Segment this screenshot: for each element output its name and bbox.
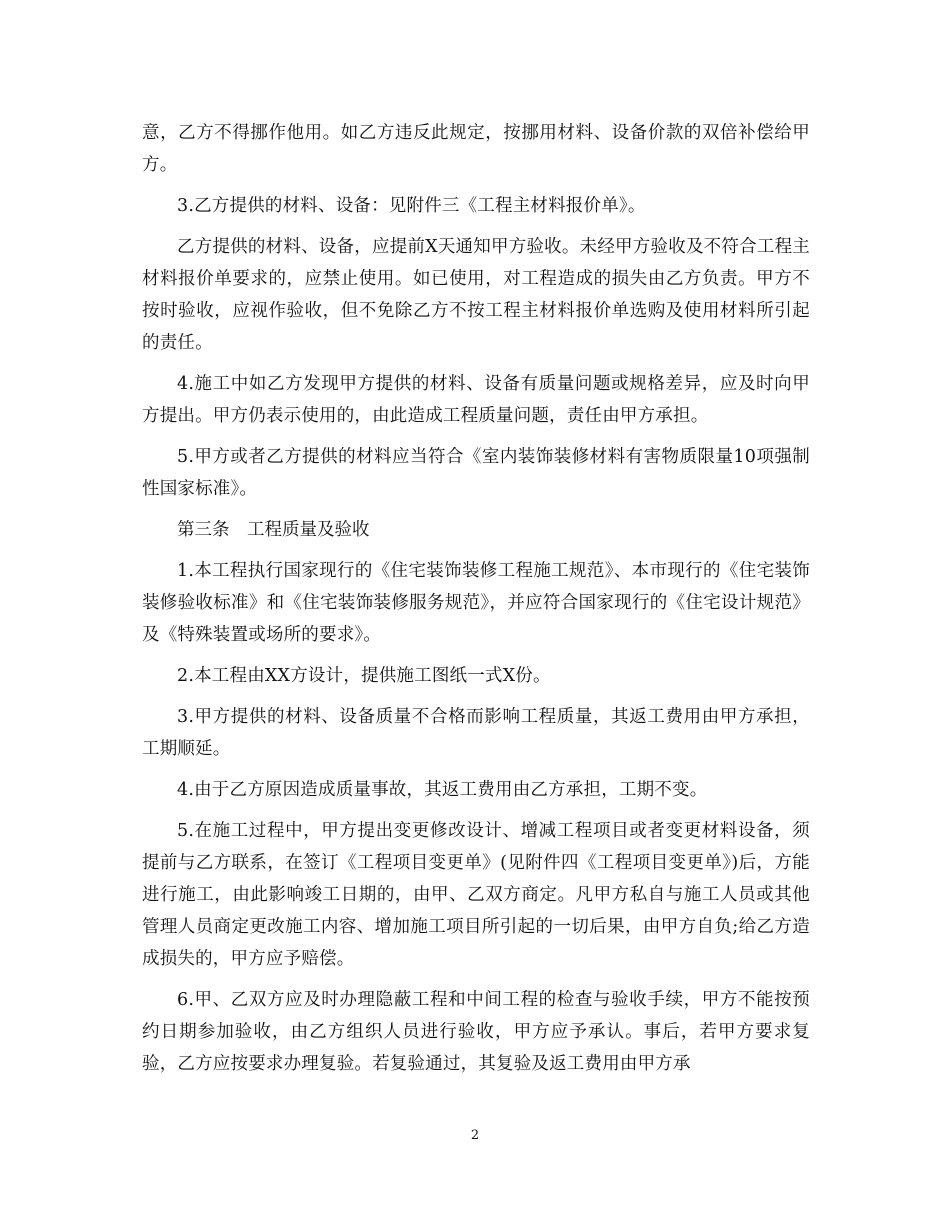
paragraph-quality-5: 5.在施工过程中，甲方提出变更修改设计、增减工程项目或者变更材料设备，须提前与乙方联系，在签订《工程项目变更单》(见附件四《工程项目变更单》)后，方能进行施工，由此影响竣工日期的，由甲、乙双方商定。凡甲方私自与施工人员或其他管理人员商定更改施工内容、增加施工项目所引起的一切后果，由甲方自负;给乙方造成损失的，甲方应予赔偿。 bbox=[142, 821, 810, 969]
paragraph-continuation: 意，乙方不得挪作他用。如乙方违反此规定，按挪用材料、设备价款的双倍补偿给甲方。 bbox=[142, 123, 810, 175]
paragraph-materials-4: 4.施工中如乙方发现甲方提供的材料、设备有质量问题或规格差异，应及时向甲方提出。甲方仍表示使用的，由此造成工程质量问题，责任由甲方承担。 bbox=[142, 374, 810, 426]
paragraph-materials-5: 5.甲方或者乙方提供的材料应当符合《室内装饰装修材料有害物质限量10项强制性国家标准》。 bbox=[142, 447, 810, 499]
paragraph-quality-6: 6.甲、乙双方应及时办理隐蔽工程和中间工程的检查与验收手续，甲方不能按预约日期参加验收，由乙方组织人员进行验收，甲方应予承认。事后，若甲方要求复验，乙方应按要求办理复验。若复验通过，其复验及返工费用由甲方承 bbox=[142, 990, 810, 1074]
paragraph-quality-2: 2.本工程由XX方设计，提供施工图纸一式X份。 bbox=[177, 666, 551, 686]
document-body bbox=[142, 117, 810, 1089]
paragraph-materials-3: 3.乙方提供的材料、设备：见附件三《工程主材料报价单》。 bbox=[177, 196, 646, 216]
page-number: 2 bbox=[470, 1128, 480, 1143]
paragraph-quality-1: 1.本工程执行国家现行的《住宅装饰装修工程施工规范》、本市现行的《住宅装饰装修验收标准》和《住宅装饰装修服务规范》，并应符合国家现行的《住宅设计规范》及《特殊装置或场所的要求》。 bbox=[142, 561, 810, 645]
paragraph-quality-4: 4.由于乙方原因造成质量事故，其返工费用由乙方承担，工期不变。 bbox=[177, 780, 708, 800]
section-heading-article-3: 第三条 工程质量及验收 bbox=[177, 520, 370, 540]
paragraph-quality-3: 3.甲方提供的材料、设备质量不合格而影响工程质量，其返工费用由甲方承担，工期顺延。 bbox=[142, 707, 810, 759]
paragraph-inspection: 乙方提供的材料、设备，应提前X天通知甲方验收。未经甲方验收及不符合工程主材料报价单要求的，应禁止使用。如已使用，对工程造成的损失由乙方负责。甲方不按时验收，应视作验收，但不免除乙方不按工程主材料报价单选购及使用材料所引起的责任。 bbox=[142, 237, 810, 353]
